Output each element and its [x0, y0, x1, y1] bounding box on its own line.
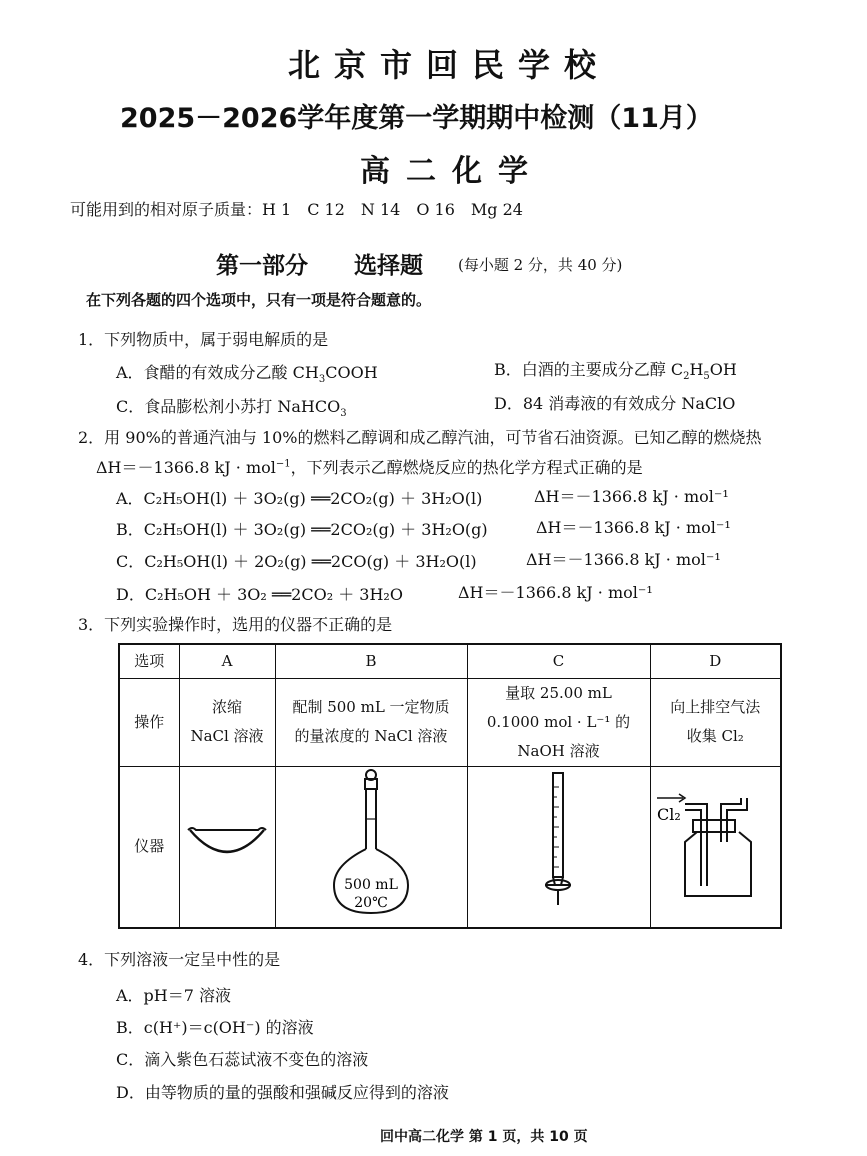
q2-option-b: B．C₂H₅OH(l) ＋ 3O₂(g) ══2CO₂(g) ＋ 3H₂O(g) — [116, 520, 488, 539]
q2-option-c: C．C₂H₅OH(l) ＋ 2O₂(g) ══2CO(g) ＋ 3H₂O(l) — [116, 552, 477, 571]
q4-stem: 4．下列溶液一定呈中性的是 — [78, 950, 281, 969]
q2-option-c-dh: ΔH＝－1366.8 kJ · mol⁻¹ — [526, 550, 721, 569]
q4-option-d: D．由等物质的量的强酸和强碱反应得到的溶液 — [116, 1083, 449, 1102]
q4-option-c: C．滴入紫色石蕊试液不变色的溶液 — [116, 1050, 369, 1069]
page-footer: 回中高二化学 第 1 页，共 10 页 — [380, 1129, 588, 1145]
q2-stem-line2: ΔH＝－1366.8 kJ · mol$^{-1}$，下列表示乙醇燃烧反应的热化学方程式正确的是 — [96, 458, 643, 477]
q1-option-c: C．食品膨松剂小苏打 NaHCO$_3$ — [116, 397, 347, 420]
evaporating-dish-icon — [179, 766, 275, 928]
subject-title: 高二化学 — [360, 154, 544, 189]
table-operation-row — [119, 678, 781, 766]
q3-options-table — [118, 643, 782, 929]
atomic-masses: 可能用到的相对原子质量：H 1 C 12 N 14 O 16 Mg 24 — [70, 200, 523, 219]
op-d: 向上排空气法 收集 Cl₂ — [650, 678, 781, 766]
table-apparatus-row — [119, 766, 781, 928]
q1-option-b: B．白酒的主要成分乙醇 $C_2H_5OH$ — [494, 360, 737, 383]
q2-option-d: D．C₂H₅OH ＋ 3O₂ ══2CO₂ ＋ 3H₂O — [116, 585, 403, 604]
header-d: D — [650, 644, 781, 678]
q2-option-b-dh: ΔH＝－1366.8 kJ · mol⁻¹ — [536, 518, 731, 537]
volumetric-flask-icon — [275, 766, 467, 928]
q2-option-a-dh: ΔH＝－1366.8 kJ · mol⁻¹ — [534, 487, 729, 506]
gas-bottle-icon — [650, 766, 781, 928]
header-c: C — [467, 644, 650, 678]
exam-title: 2025－2026学年度第一学期期中检测（11月） — [120, 103, 713, 134]
school-name: 北京市回民学校 — [288, 46, 611, 84]
q2-option-d-dh: ΔH＝－1366.8 kJ · mol⁻¹ — [458, 583, 653, 602]
header-b: B — [275, 644, 467, 678]
burette-icon — [467, 766, 650, 928]
q4-option-b: B．c(H⁺)＝c(OH⁻) 的溶液 — [116, 1018, 314, 1037]
q2-option-a: A．C₂H₅OH(l) ＋ 3O₂(g) ══2CO₂(g) ＋ 3H₂O(l) — [116, 489, 483, 508]
header-option: 选项 — [119, 644, 179, 678]
q4-option-a: A．pH＝7 溶液 — [116, 986, 232, 1005]
q3-stem: 3．下列实验操作时，选用的仪器不正确的是 — [78, 615, 393, 634]
op-b: 配制 500 mL 一定物质 的量浓度的 NaCl 溶液 — [275, 678, 467, 766]
part1-title: 第一部分 选择题 — [216, 253, 423, 279]
op-a: 浓缩 NaCl 溶液 — [179, 678, 275, 766]
table-header-row — [119, 644, 781, 678]
header-a: A — [179, 644, 275, 678]
flask-temp-label: 20℃ — [354, 894, 388, 911]
op-c: 量取 25.00 mL 0.1000 mol · L⁻¹ 的 NaOH 溶液 — [467, 678, 650, 766]
part1-instruction: 在下列各题的四个选项中，只有一项是符合题意的。 — [86, 291, 432, 309]
row-label-apparatus: 仪器 — [119, 766, 179, 928]
q1-option-a: A．食醋的有效成分乙酸 $CH_3COOH$ — [116, 363, 378, 386]
part1-score-note: (每小题 2 分，共 40 分) — [458, 256, 623, 274]
q2-stem-line1: 2．用 90%的普通汽油与 10%的燃料乙醇调和成乙醇汽油，可节省石油资源。已知乙醇的燃烧热 — [78, 428, 762, 447]
row-label-operation: 操作 — [119, 678, 179, 766]
flask-volume-label: 500 mL — [344, 876, 398, 893]
q1-stem: 1．下列物质中，属于弱电解质的是 — [78, 330, 329, 349]
cl2-label: Cl₂ — [657, 804, 682, 824]
q1-option-d: D．84 消毒液的有效成分 NaClO — [494, 394, 736, 413]
